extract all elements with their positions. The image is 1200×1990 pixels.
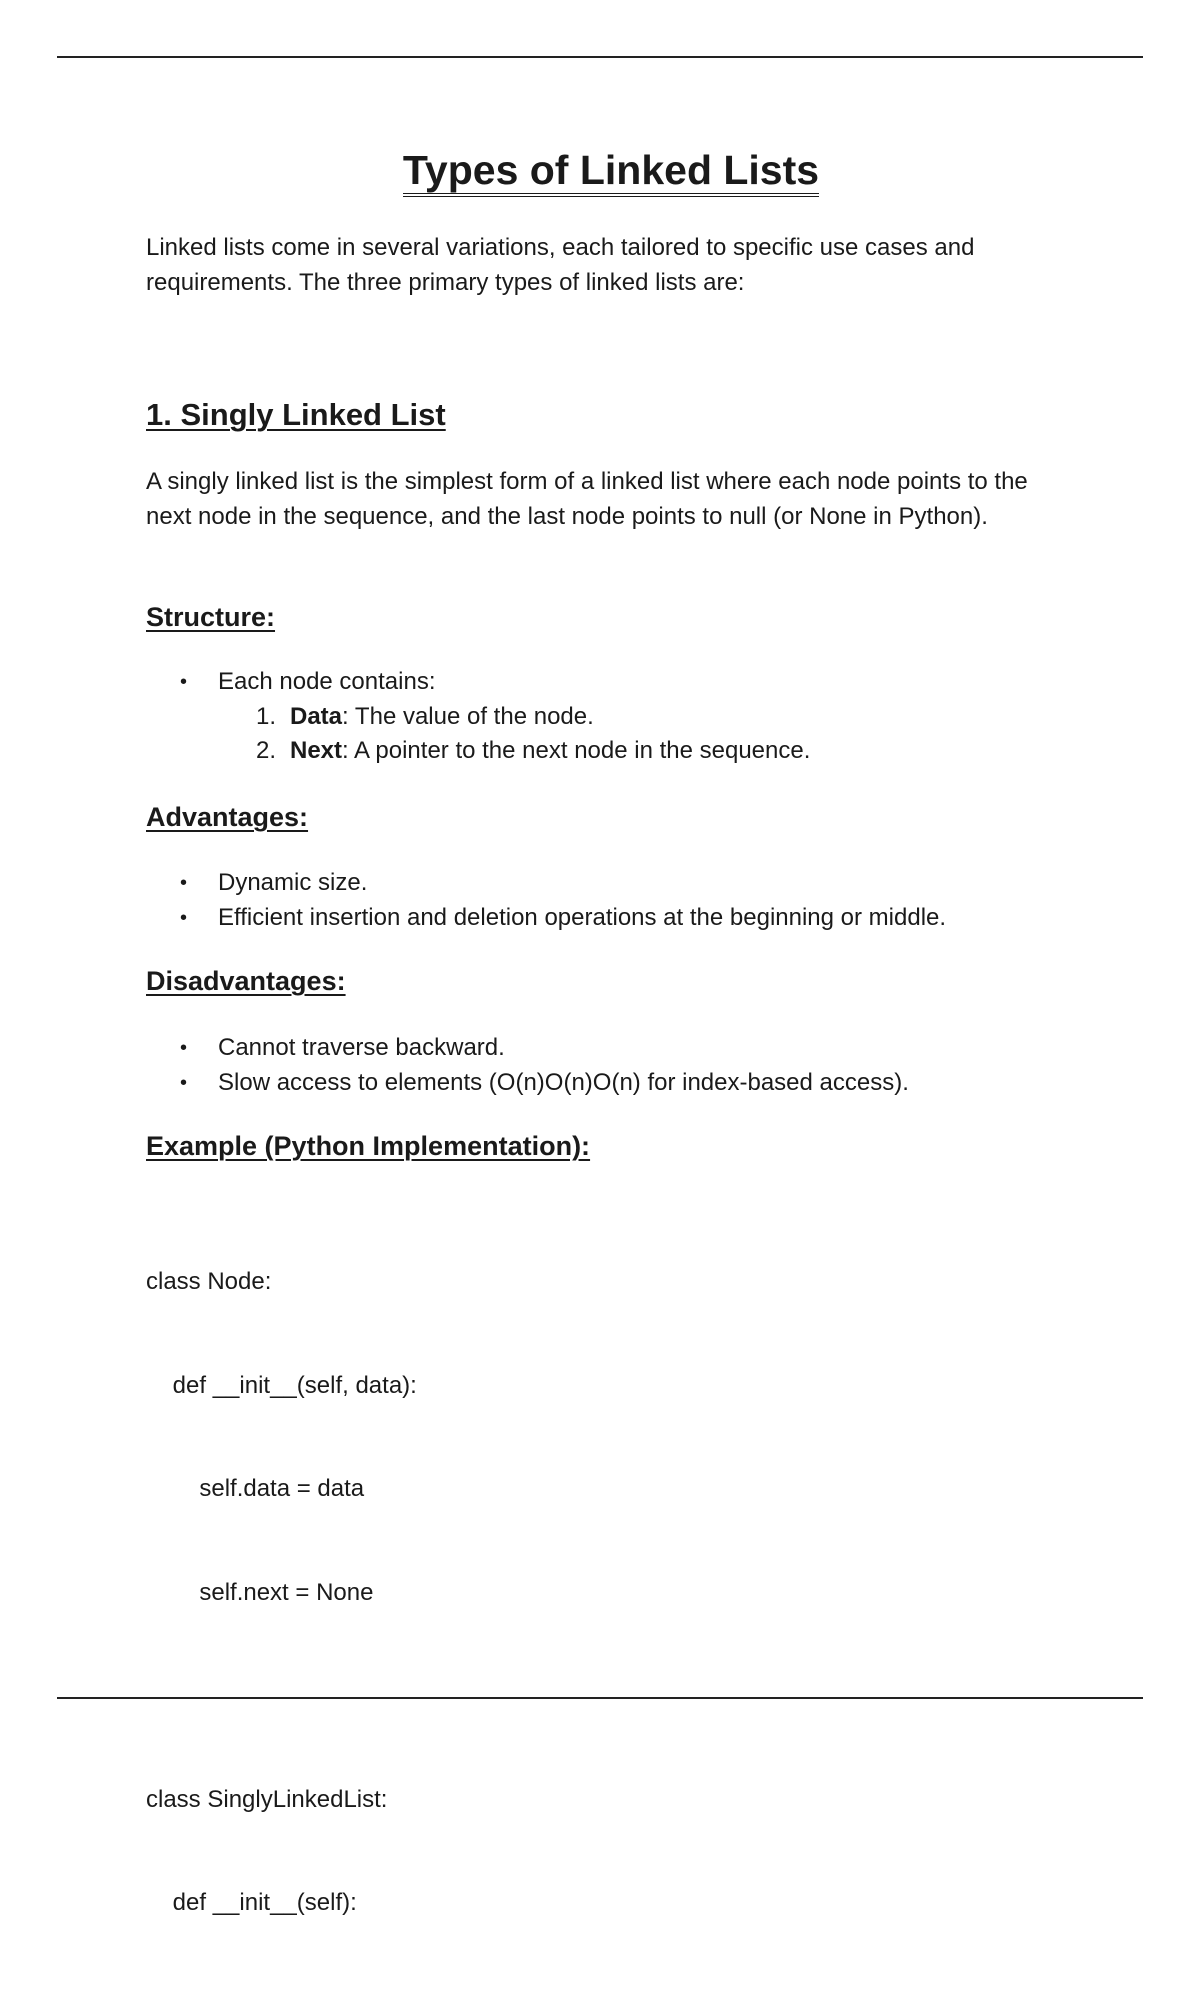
list-item: • Dynamic size. bbox=[146, 866, 1076, 901]
document-title: Types of Linked Lists bbox=[146, 148, 1076, 193]
list-number: 1. bbox=[256, 702, 277, 730]
intro-paragraph: Linked lists come in several variations, each tailored to specific use cases and requirements. The three primary types of linked lists are: bbox=[146, 234, 975, 296]
list-term: Data bbox=[290, 702, 343, 730]
code-line: def __init__(self): bbox=[146, 1889, 357, 1916]
top-rule bbox=[57, 56, 1143, 58]
list-item: • Cannot traverse backward. bbox=[146, 1031, 1076, 1066]
singly-linked-list-description: A singly linked list is the simplest form of a linked list where each node points to the next node in the sequence, and the last node points to null (or None in Python). bbox=[146, 468, 1028, 530]
code-line: self.next = None bbox=[146, 1578, 374, 1606]
example-heading: Example (Python Implementation): bbox=[146, 1131, 591, 1161]
list-item bbox=[146, 665, 1076, 769]
list-term: Next bbox=[290, 737, 343, 764]
list-item: • Efficient insertion and deletion operations at the beginning or middle. bbox=[146, 901, 1076, 936]
code-line: self.data = data bbox=[146, 1475, 365, 1502]
advantages-heading: Advantages: bbox=[146, 802, 309, 832]
code-example bbox=[146, 1196, 1076, 1990]
list-item bbox=[146, 700, 1076, 735]
section-heading-singly-linked-list: 1. Singly Linked List bbox=[146, 397, 446, 432]
list-text: : The value of the node. bbox=[342, 702, 594, 730]
code-line: def __init__(self, data): bbox=[146, 1371, 417, 1399]
list-item bbox=[146, 734, 1076, 769]
code-line: class SinglyLinkedList: bbox=[146, 1785, 388, 1813]
list-text: : A pointer to the next node in the sequence. bbox=[342, 737, 811, 764]
structure-bullet-text: Each node contains: bbox=[218, 668, 436, 695]
list-item: • Slow access to elements (O(n)O(n)O(n) for index-based access). bbox=[146, 1066, 1076, 1101]
disadvantages-list bbox=[146, 1031, 1076, 1100]
node-contents-list bbox=[218, 700, 1076, 769]
structure-heading: Structure: bbox=[146, 602, 276, 632]
advantages-list bbox=[146, 866, 1076, 935]
code-line: class Node: bbox=[146, 1268, 272, 1295]
disadvantages-heading: Disadvantages: bbox=[146, 966, 346, 996]
structure-list bbox=[146, 665, 1076, 769]
bottom-rule bbox=[57, 1697, 1143, 1699]
list-number: 2. bbox=[256, 737, 277, 764]
